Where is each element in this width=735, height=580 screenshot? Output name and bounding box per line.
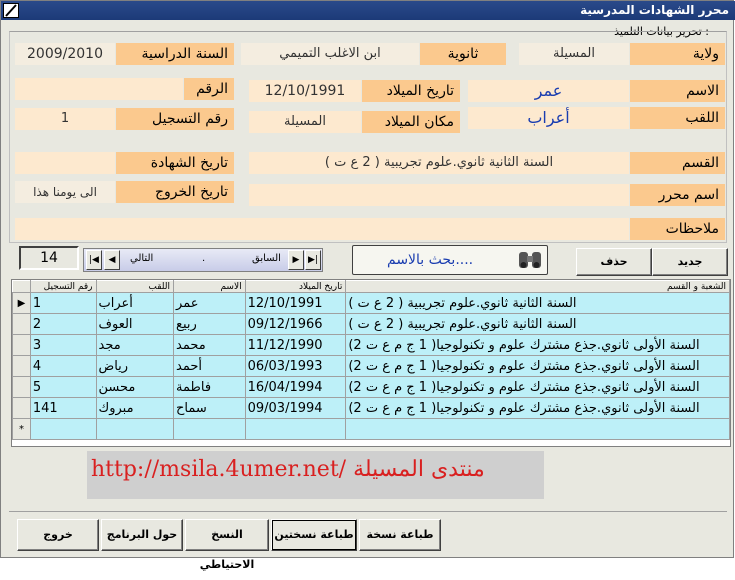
cell-section[interactable]: (السنة الأولى ثانوي.جذع مشترك علوم و تكنولوجيا( 1 ج م ع ت 2 xyxy=(346,377,730,398)
grid-corner xyxy=(13,281,31,293)
year-field[interactable]: 2009/2010 xyxy=(15,43,115,65)
wilaya-label: ولاية xyxy=(630,43,725,65)
forum-banner xyxy=(87,451,544,499)
firstname-label: الاسم xyxy=(630,80,725,102)
reg-field[interactable]: 1 xyxy=(15,108,115,130)
section-label: القسم xyxy=(630,152,725,174)
cell-firstname[interactable]: عمر xyxy=(174,293,246,314)
wilaya-field[interactable]: المسيلة xyxy=(519,43,629,65)
banner-text: http://msila.4umer.net/ منتدى المسيلة xyxy=(91,457,485,482)
cell-firstname[interactable]: فاطمة xyxy=(174,377,246,398)
row-selector[interactable] xyxy=(13,356,31,377)
school-type-label: ثانوية xyxy=(420,43,506,65)
col-reg[interactable]: رقم التسجيل xyxy=(30,281,96,293)
app-icon[interactable] xyxy=(3,3,19,18)
prev-link[interactable]: السابق xyxy=(252,253,281,264)
cell-section[interactable]: ( السنة الثانية ثانوي.علوم تجريبية ( 2 ع ت xyxy=(346,314,730,335)
cell-reg[interactable]: 4 xyxy=(30,356,96,377)
school-name-field[interactable]: ابن الاغلب التميمي xyxy=(241,43,419,65)
cell-dob[interactable]: 06/03/1993 xyxy=(245,356,346,377)
cell-lastname[interactable]: مجد xyxy=(96,335,174,356)
print-one-copy-button[interactable]: طباعة نسخة xyxy=(359,519,441,551)
new-cell-lastname[interactable] xyxy=(96,419,174,440)
exit-date-field[interactable]: الى يومنا هذا xyxy=(15,181,115,203)
col-lastname[interactable]: اللقب xyxy=(96,281,174,293)
next-link[interactable]: التالي xyxy=(130,253,154,264)
cell-dob[interactable]: 11/12/1990 xyxy=(245,335,346,356)
cell-reg[interactable]: 5 xyxy=(30,377,96,398)
reg-label: رقم التسجيل xyxy=(116,108,234,130)
record-count: 14 xyxy=(19,246,79,270)
table-row[interactable] xyxy=(13,335,730,356)
cell-lastname[interactable]: أعراب xyxy=(96,293,174,314)
cell-firstname[interactable]: محمد xyxy=(174,335,246,356)
notes-label: ملاحظات xyxy=(630,218,725,240)
row-selector[interactable] xyxy=(13,398,31,419)
col-section[interactable]: الشعبة و القسم xyxy=(346,281,730,293)
table-row[interactable] xyxy=(13,377,730,398)
cell-section[interactable]: ( السنة الثانية ثانوي.علوم تجريبية ( 2 ع ت xyxy=(346,293,730,314)
number-label: الرقم xyxy=(184,78,234,100)
cell-lastname[interactable]: العوف xyxy=(96,314,174,335)
cell-firstname[interactable]: سماح xyxy=(174,398,246,419)
new-button[interactable]: جديد xyxy=(652,248,728,276)
cell-dob[interactable]: 16/04/1994 xyxy=(245,377,346,398)
title-bar xyxy=(1,1,735,20)
window-title: محرر الشهادات المدرسية xyxy=(580,3,729,17)
record-navigator xyxy=(83,248,323,272)
search-label: بحث بالاسم.... xyxy=(387,252,474,268)
cell-reg[interactable]: 141 xyxy=(30,398,96,419)
editor-field[interactable] xyxy=(249,184,629,206)
about-button[interactable]: حول البرنامج xyxy=(101,519,183,551)
cell-dob[interactable]: 12/10/1991 xyxy=(245,293,346,314)
new-cell-section[interactable] xyxy=(346,419,730,440)
pob-field[interactable]: المسيلة xyxy=(249,111,361,133)
nav-separator: . xyxy=(202,253,206,264)
cell-lastname[interactable]: رياض xyxy=(96,356,174,377)
cell-section[interactable]: (السنة الأولى ثانوي.جذع مشترك علوم و تكنولوجيا( 1 ج م ع ت 2 xyxy=(346,398,730,419)
new-cell-dob[interactable] xyxy=(245,419,346,440)
row-selector[interactable] xyxy=(13,377,31,398)
delete-button[interactable]: حذف xyxy=(576,248,652,276)
group-label: تحرير بيانات التلميذ : xyxy=(610,25,713,38)
cell-dob[interactable]: 09/12/1966 xyxy=(245,314,346,335)
last-record-button[interactable]: ▶| xyxy=(305,250,321,270)
row-selector[interactable] xyxy=(13,335,31,356)
current-row-indicator: ▶ xyxy=(13,293,31,314)
table-row[interactable] xyxy=(13,314,730,335)
col-dob[interactable]: تاريخ الميلاد xyxy=(245,281,346,293)
prev-arrow-button[interactable]: ◀ xyxy=(104,250,120,270)
binoculars-icon xyxy=(517,248,543,272)
exit-button[interactable]: خروج xyxy=(17,519,99,551)
row-selector[interactable] xyxy=(13,314,31,335)
col-firstname[interactable]: الاسم xyxy=(174,281,246,293)
cell-firstname[interactable]: ربيع xyxy=(174,314,246,335)
lastname-label: اللقب xyxy=(630,107,725,129)
print-two-copies-button[interactable]: طباعة نسختين xyxy=(271,519,357,551)
new-row-marker: * xyxy=(13,419,31,440)
cell-lastname[interactable]: محسن xyxy=(96,377,174,398)
bottom-divider xyxy=(9,511,727,512)
cell-dob[interactable]: 09/03/1994 xyxy=(245,398,346,419)
cell-reg[interactable]: 1 xyxy=(30,293,96,314)
cell-reg[interactable]: 3 xyxy=(30,335,96,356)
cell-reg[interactable]: 2 xyxy=(30,314,96,335)
cell-section[interactable]: (السنة الأولى ثانوي.جذع مشترك علوم و تكنولوجيا( 1 ج م ع ت 2 xyxy=(346,335,730,356)
new-cell-firstname[interactable] xyxy=(174,419,246,440)
app-logo-icon xyxy=(4,4,18,17)
cert-date-field[interactable] xyxy=(15,152,115,174)
notes-field[interactable] xyxy=(15,218,629,240)
next-arrow-button[interactable]: ▶ xyxy=(288,250,304,270)
exit-date-label: تاريخ الخروج xyxy=(116,181,234,203)
firstname-field[interactable]: عمر xyxy=(468,80,629,102)
table-row[interactable] xyxy=(13,356,730,377)
editor-label: اسم محرر xyxy=(630,184,725,206)
students-grid xyxy=(11,279,731,447)
dob-field[interactable]: 12/10/1991 xyxy=(249,80,361,102)
pob-label: مكان الميلاد xyxy=(362,111,460,133)
table-row[interactable] xyxy=(13,293,730,314)
students-table xyxy=(12,280,730,440)
lastname-field[interactable]: أعراب xyxy=(468,107,629,129)
year-label: السنة الدراسية xyxy=(116,43,234,65)
cell-firstname[interactable]: أحمد xyxy=(174,356,246,377)
cell-lastname[interactable]: مبروك xyxy=(96,398,174,419)
cert-date-label: تاريخ الشهادة xyxy=(116,152,234,174)
section-field[interactable]: السنة الثانية ثانوي.علوم تجريبية ( 2 ع ت ) xyxy=(249,152,629,174)
grid-header-row xyxy=(13,281,730,293)
new-row[interactable] xyxy=(13,419,730,440)
dob-label: تاريخ الميلاد xyxy=(362,80,460,102)
search-by-name-button[interactable] xyxy=(352,245,548,275)
table-row[interactable] xyxy=(13,398,730,419)
first-record-button[interactable]: |◀ xyxy=(86,250,102,270)
cell-section[interactable]: (السنة الأولى ثانوي.جذع مشترك علوم و تكنولوجيا( 1 ج م ع ت 2 xyxy=(346,356,730,377)
backup-button[interactable]: النسخ الاحتياطي xyxy=(185,519,269,551)
new-cell-reg[interactable] xyxy=(30,419,96,440)
number-field[interactable] xyxy=(15,78,183,100)
